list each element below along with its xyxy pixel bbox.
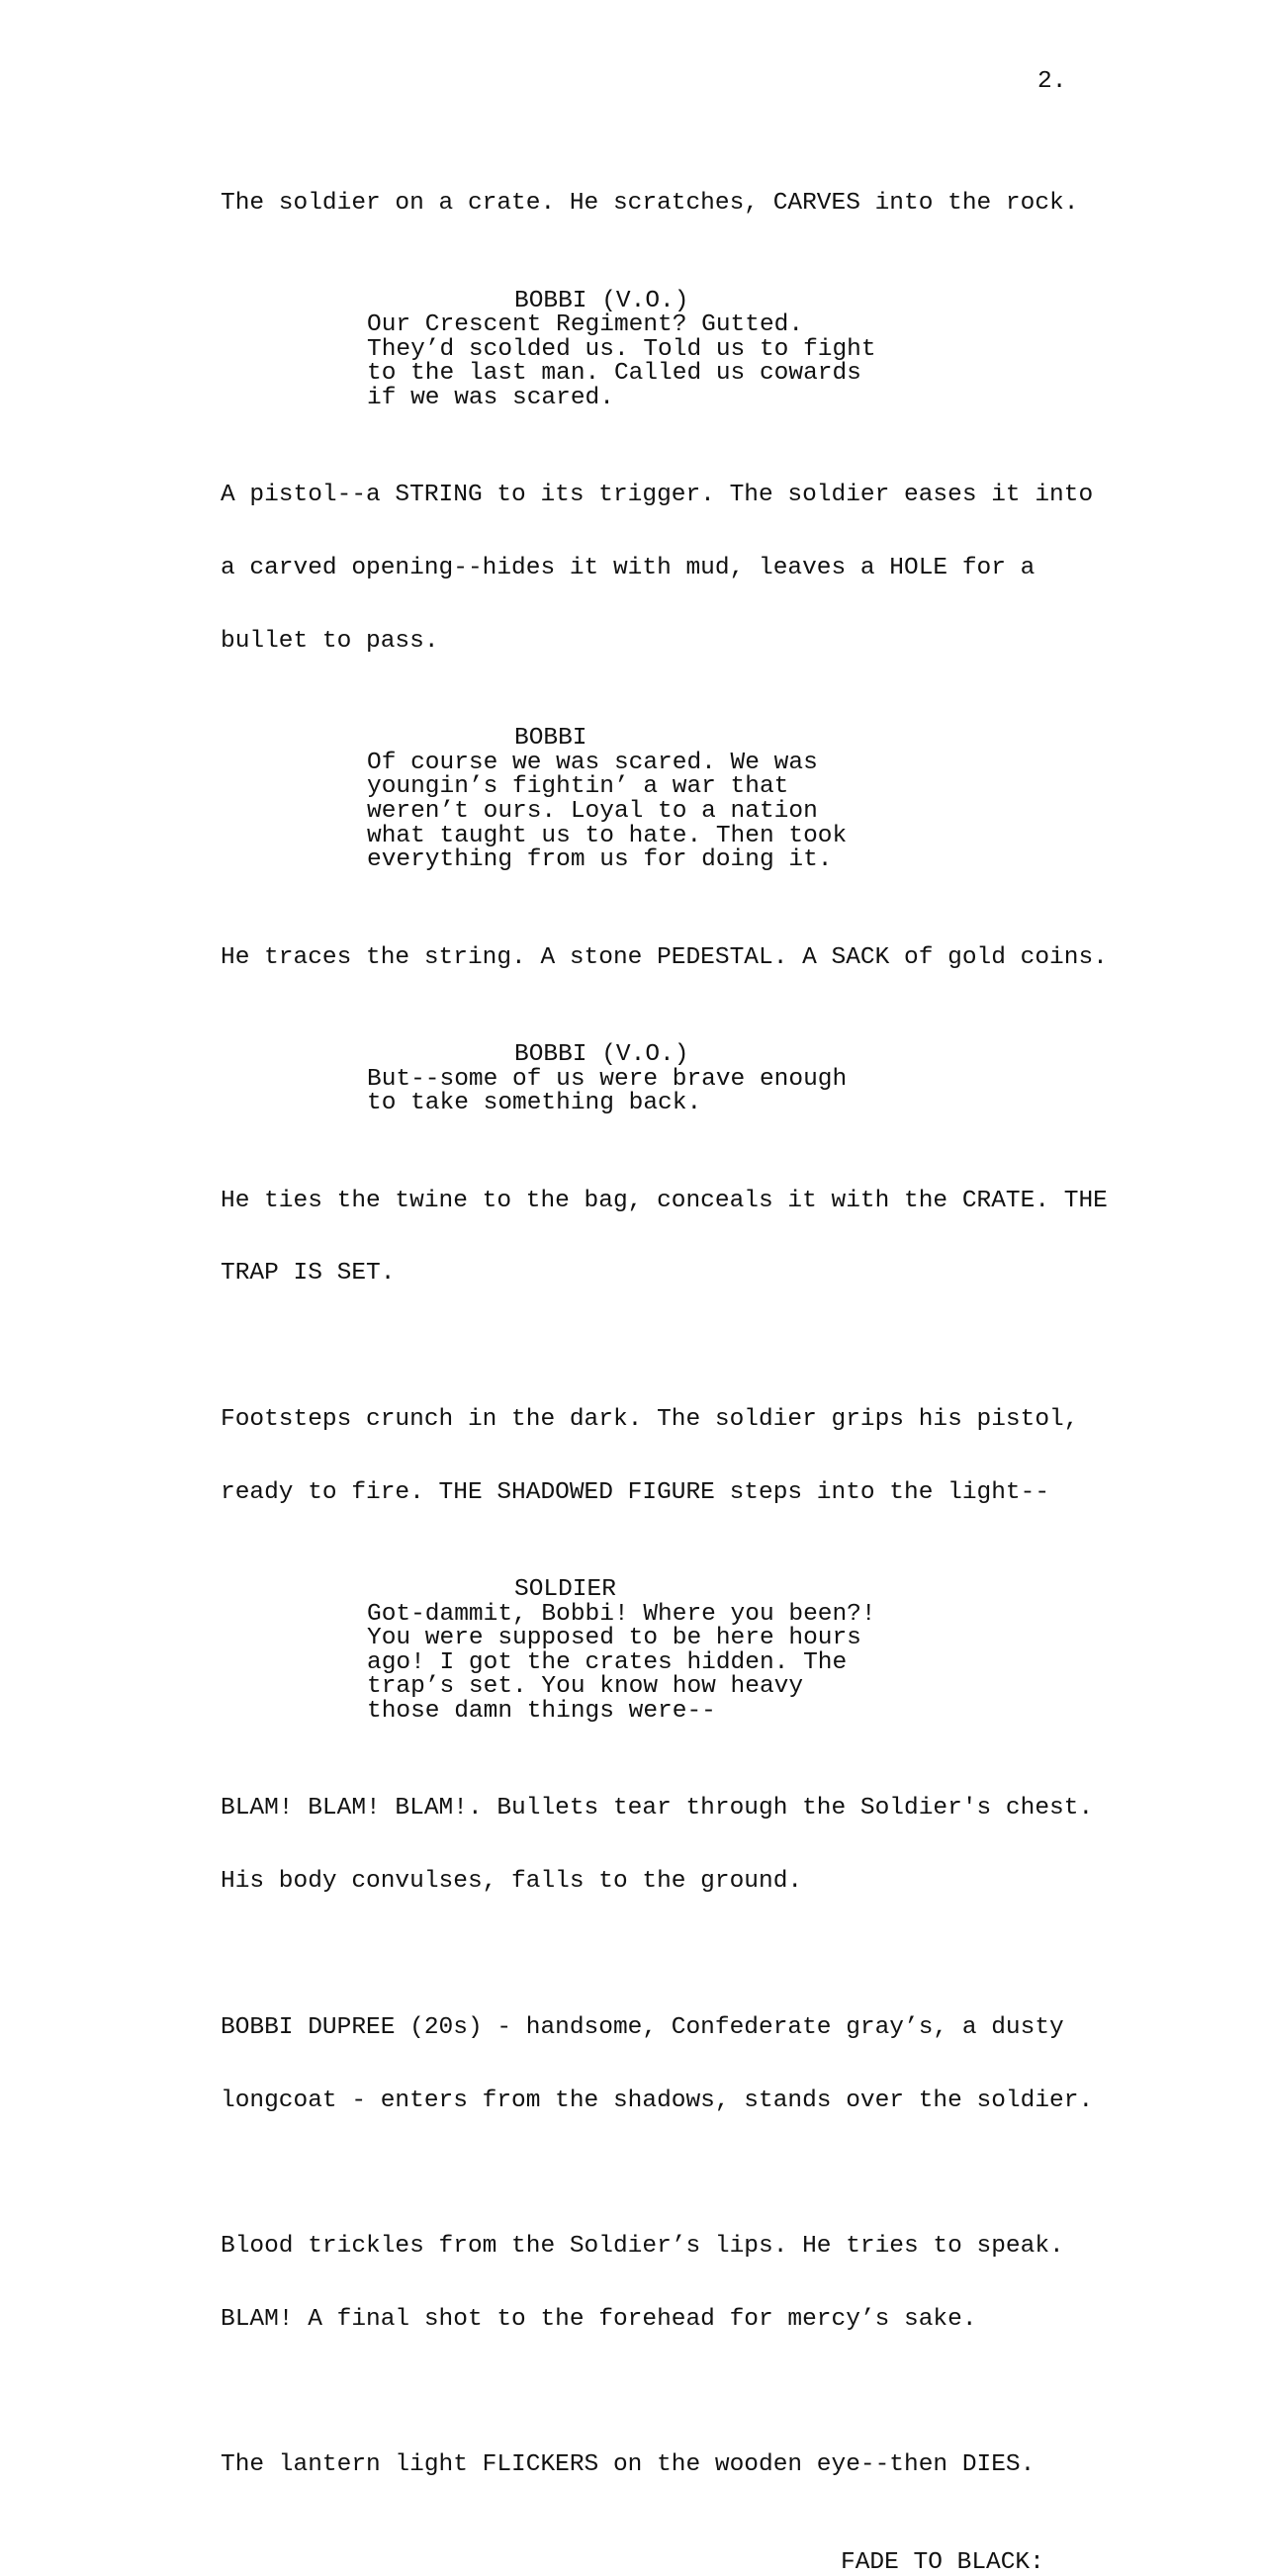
action-line: BLAM! A final shot to the forehead for mercy’s sake. — [221, 2305, 977, 2333]
action-line: ready to fire. THE SHADOWED FIGURE steps into the light-- — [221, 1478, 1050, 1506]
action-block — [221, 2405, 1111, 2527]
dialogue-line: if we was scared. — [367, 384, 614, 411]
action-block — [221, 1360, 1111, 1554]
dialogue-line: But--some of us were brave enough — [367, 1065, 848, 1093]
action-block — [221, 1140, 1111, 1335]
action-block — [221, 897, 1111, 1019]
action-line: Blood trickles from the Soldier’s lips. He tries to speak. — [221, 2233, 1064, 2261]
action-line: Footsteps crunch in the dark. The soldier grips his pistol, — [221, 1405, 1079, 1433]
action-line: longcoat - enters from the shadows, stands over the soldier. — [221, 2087, 1094, 2114]
dialogue-line: You were supposed to be here hours — [367, 1625, 861, 1652]
action-line: The soldier on a crate. He scratches, CARVES into the rock. — [221, 190, 1079, 218]
action-line: The lantern light FLICKERS on the wooden eye--then DIES. — [221, 2451, 1036, 2479]
page-number: 2. — [1037, 68, 1067, 95]
dialogue-line: Got-dammit, Bobbi! Where you been?! — [367, 1600, 876, 1628]
dialogue-line: Our Crescent Regiment? Gutted. — [367, 311, 804, 339]
script-body — [221, 143, 1111, 2575]
dialogue-line: everything from us for doing it. — [367, 846, 833, 874]
dialogue-line: what taught us to hate. Then took — [367, 822, 848, 849]
action-line: A pistol--a STRING to its trigger. The soldier eases it into — [221, 482, 1094, 509]
action-line: TRAP IS SET. — [221, 1260, 396, 1288]
action-line: His body convulses, falls to the ground. — [221, 1868, 803, 1896]
action-line: He traces the string. A stone PEDESTAL. A SACK of gold coins. — [221, 943, 1108, 971]
dialogue-block — [221, 1578, 1111, 1725]
action-block — [221, 143, 1111, 265]
dialogue-block — [221, 727, 1111, 873]
dialogue-line: those damn things were-- — [367, 1698, 716, 1725]
dialogue-line: weren’t ours. Loyal to a nation — [367, 798, 818, 826]
dialogue-line: trap’s set. You know how heavy — [367, 1673, 804, 1701]
dialogue-line: They’d scolded us. Told us to fight — [367, 335, 876, 363]
action-line: He ties the twine to the bag, conceals it with the CRATE. THE — [221, 1187, 1108, 1214]
dialogue-block — [221, 1040, 1111, 1117]
action-line: bullet to pass. — [221, 627, 439, 655]
action-block — [221, 435, 1111, 703]
action-line: BLAM! BLAM! BLAM!. Bullets tear through the Soldier's chest. — [221, 1795, 1094, 1822]
dialogue-line: ago! I got the crates hidden. The — [367, 1648, 848, 1676]
action-block — [221, 1748, 1111, 1943]
dialogue-line: Of course we was scared. We was — [367, 749, 818, 776]
action-block — [221, 2186, 1111, 2381]
character-name: BOBBI — [514, 725, 587, 753]
dialogue-block — [221, 287, 1111, 411]
character-name: SOLDIER — [514, 1576, 616, 1604]
character-name: BOBBI (V.O.) — [514, 1040, 689, 1068]
action-line: a carved opening--hides it with mud, leaves a HOLE for a — [221, 555, 1036, 582]
transition: FADE TO BLACK: — [841, 2548, 1044, 2576]
character-name: BOBBI (V.O.) — [514, 287, 689, 314]
dialogue-line: youngin’s fightin’ a war that — [367, 773, 789, 801]
action-block — [221, 1968, 1111, 2163]
action-line: BOBBI DUPREE (20s) - handsome, Confederate gray’s, a dusty — [221, 2013, 1064, 2041]
dialogue-line: to the last man. Called us cowards — [367, 360, 861, 388]
dialogue-line: to take something back. — [367, 1090, 702, 1117]
